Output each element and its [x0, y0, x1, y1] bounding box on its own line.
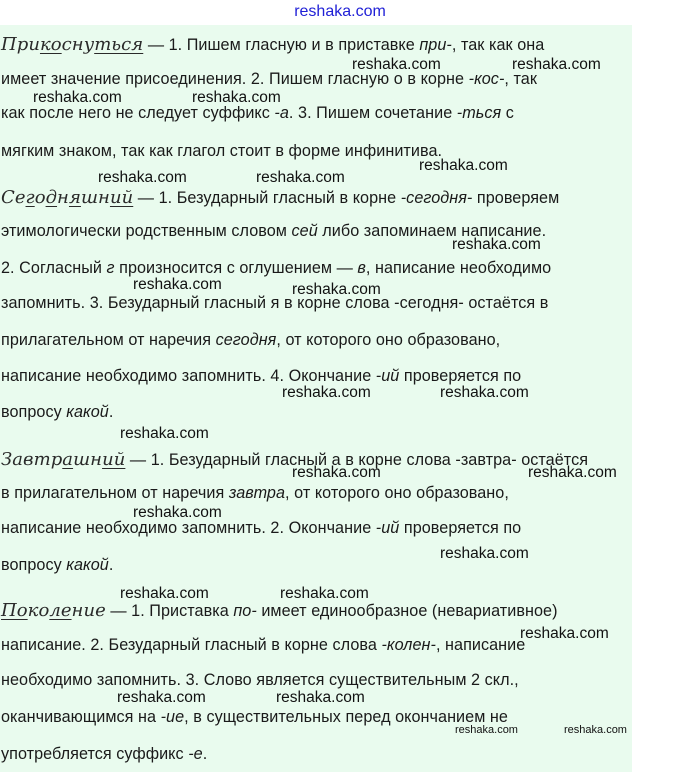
- text-segment: произносится с оглушением —: [114, 259, 358, 277]
- entry-prikosnutsya-line-1: [1, 34, 544, 55]
- text-segment: запомнить. 3. Безударный гласный я в корне слова -сегодня- остаётся в: [1, 294, 549, 312]
- italic-term: какой: [66, 556, 109, 574]
- entry-pokolenie-line-5: [1, 745, 207, 764]
- italic-term: завтра: [228, 484, 286, 502]
- headword-part: ние: [71, 600, 106, 621]
- headword-part: о: [34, 187, 46, 208]
- entry-zavtrashniy-line-2: [1, 484, 509, 503]
- text-segment: , от которого оно образовано,: [285, 484, 509, 502]
- watermark: reshaka.com: [352, 56, 441, 73]
- text-segment: либо запоминаем написание.: [317, 222, 547, 240]
- italic-term: сегодня: [215, 331, 277, 349]
- headword-part: По: [1, 600, 28, 621]
- text-segment: . 3. Пишем сочетание: [288, 104, 457, 122]
- italic-term: -сегодня-: [400, 189, 473, 207]
- watermark: reshaka.com: [120, 425, 209, 442]
- text-segment: проверяется по: [399, 519, 522, 537]
- text-segment: в корне: [402, 70, 469, 88]
- text-segment: .: [108, 403, 114, 421]
- italic-term: -кос-: [468, 70, 505, 88]
- text-segment: , написание необходимо: [365, 259, 552, 277]
- text-segment: проверяем: [472, 189, 560, 207]
- text-segment: написание необходимо запомнить. 2. Окончание: [1, 519, 376, 537]
- italic-term: -ться: [456, 104, 502, 122]
- italic-term: по-: [233, 602, 257, 620]
- text-segment: имеет единообразное (невариативное): [256, 602, 558, 620]
- entry-segodnyashniy-line-1: [1, 187, 559, 208]
- headword-part: шн: [73, 449, 103, 470]
- headword-part: Се: [1, 187, 26, 208]
- watermark: reshaka.com: [419, 157, 508, 174]
- text-segment: , так как она: [451, 36, 545, 54]
- headword-part: н: [57, 187, 69, 208]
- watermark: reshaka.com: [520, 625, 609, 642]
- text-segment: употребляется суффикс: [1, 745, 189, 763]
- text-segment: мягким знаком, так как глагол стоит в форме инфинитива.: [1, 142, 443, 160]
- entry-pokolenie-line-4: [1, 708, 508, 727]
- text-segment: — 1. Безударный гласный а в корне слова -завтра- остаётся: [125, 451, 589, 469]
- text-segment: проверяется по: [399, 367, 522, 385]
- text-segment: написание. 2. Безударный гласный в корне слова: [1, 636, 382, 654]
- headword-part: Завтр: [1, 449, 63, 470]
- watermark: reshaka.com: [98, 169, 187, 186]
- text-segment: .: [202, 745, 208, 763]
- entry-pokolenie-line-2: [1, 636, 525, 655]
- watermark: reshaka.com: [528, 464, 617, 481]
- text-segment: с: [501, 104, 514, 122]
- text-segment: — 1. Пишем гласную: [143, 36, 312, 54]
- headword-part: я: [68, 187, 81, 208]
- headword-part: д: [45, 187, 58, 208]
- text-segment: о: [393, 70, 403, 88]
- watermark: reshaka.com: [133, 276, 222, 293]
- headword-zavtrashniy: [1, 449, 125, 470]
- headword-pokolenie: [1, 600, 106, 621]
- watermark: reshaka.com: [440, 545, 529, 562]
- headword-part: а: [62, 449, 74, 470]
- headword-segodnyashniy: [1, 187, 133, 208]
- entry-zavtrashniy-line-3: [1, 519, 521, 538]
- headword-part: ться: [94, 34, 144, 55]
- text-segment: написание необходимо запомнить. 4. Окончание: [1, 367, 376, 385]
- text-segment: , написание: [435, 636, 526, 654]
- text-segment: , так: [504, 70, 537, 88]
- italic-term: -ий: [375, 367, 400, 385]
- watermark: reshaka.com: [292, 281, 381, 298]
- headword-part: ко: [27, 600, 50, 621]
- text-segment: вопросу: [1, 403, 67, 421]
- headword-part: ко: [39, 34, 62, 55]
- watermark: reshaka.com: [276, 689, 365, 706]
- text-segment: , от которого оно образовано,: [276, 331, 501, 349]
- italic-term: в: [357, 259, 366, 277]
- headword-part: При: [1, 34, 40, 55]
- italic-term: -ие: [160, 708, 185, 726]
- text-segment: необходимо запомнить. 3. Слово является существительным 2 скл.,: [1, 671, 519, 689]
- watermark: reshaka.com: [33, 89, 122, 106]
- watermark: reshaka.com: [133, 504, 222, 521]
- headword-part: ий: [109, 187, 134, 208]
- text-segment: и: [311, 36, 321, 54]
- italic-term: сей: [291, 222, 318, 240]
- watermark-small: reshaka.com: [455, 724, 518, 736]
- text-segment: — 1. Приставка: [105, 602, 234, 620]
- entry-prikosnutsya-line-4: [1, 142, 442, 161]
- watermark: reshaka.com: [452, 236, 541, 253]
- text-segment: , в существительных перед окончанием не: [184, 708, 508, 726]
- entry-segodnyashniy-line-5: [1, 331, 500, 350]
- text-segment: имеет значение присоединения. 2. Пишем гласную: [1, 70, 394, 88]
- entry-segodnyashniy-line-3: [1, 259, 551, 278]
- text-segment: оканчивающимся на: [1, 708, 161, 726]
- text-segment: .: [108, 556, 114, 574]
- entry-zavtrashniy-line-4: [1, 556, 113, 575]
- watermark: reshaka.com: [192, 89, 281, 106]
- italic-term: какой: [66, 403, 109, 421]
- watermark-small: reshaka.com: [564, 724, 627, 736]
- entry-segodnyashniy-line-7: [1, 403, 113, 422]
- watermark: reshaka.com: [282, 384, 371, 401]
- headword-prikosnutsya: [1, 34, 143, 55]
- text-segment: — 1. Безударный гласный в корне: [133, 189, 401, 207]
- headword-part: сну: [61, 34, 95, 55]
- watermark: reshaka.com: [120, 585, 209, 602]
- italic-term: при-: [419, 36, 452, 54]
- entry-segodnyashniy-line-4: [1, 294, 548, 313]
- text-segment: прилагательном от наречия: [1, 331, 216, 349]
- italic-term: -колен-: [381, 636, 436, 654]
- site-title[interactable]: reshaka.com: [294, 3, 386, 20]
- italic-term: г: [106, 259, 115, 277]
- italic-term: -ий: [375, 519, 400, 537]
- text-segment: этимологически родственным словом: [1, 222, 292, 240]
- text-segment: как после него не следует суффикс: [1, 104, 275, 122]
- italic-term: -е: [188, 745, 203, 763]
- watermark: reshaka.com: [280, 585, 369, 602]
- text-segment: в прилагательном от наречия: [1, 484, 229, 502]
- text-segment: 2. Согласный: [1, 259, 107, 277]
- text-segment: вопросу: [1, 556, 67, 574]
- headword-part: шн: [80, 187, 110, 208]
- headword-part: ий: [102, 449, 126, 470]
- watermark: reshaka.com: [256, 169, 345, 186]
- headword-part: ле: [49, 600, 72, 621]
- entry-pokolenie-line-1: [1, 600, 558, 621]
- watermark: reshaka.com: [512, 56, 601, 73]
- watermark: reshaka.com: [117, 689, 206, 706]
- watermark: reshaka.com: [292, 464, 381, 481]
- watermark: reshaka.com: [440, 384, 529, 401]
- headword-part: г: [25, 187, 35, 208]
- italic-term: -а: [274, 104, 289, 122]
- entry-pokolenie-line-3: [1, 671, 519, 690]
- entry-prikosnutsya-line-2: [1, 70, 537, 89]
- text-segment: в приставке: [320, 36, 420, 54]
